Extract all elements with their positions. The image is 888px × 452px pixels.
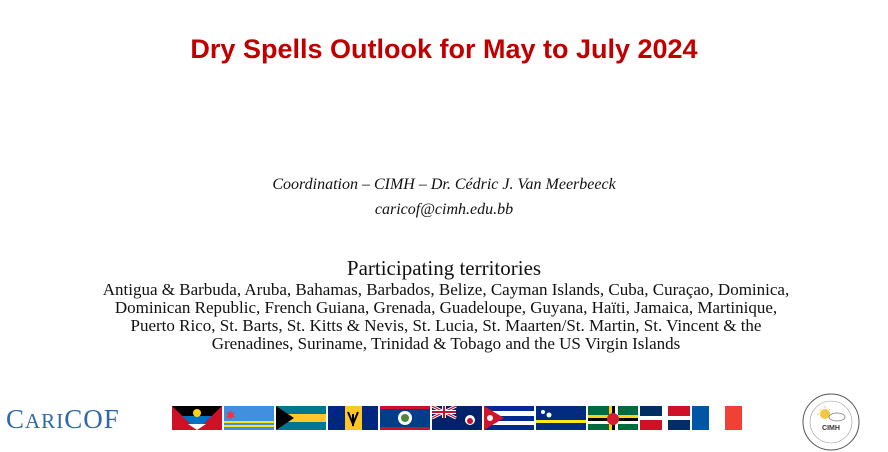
sun-icon	[820, 409, 830, 419]
territories-line: Puerto Rico, St. Barts, St. Kitts & Nevis, St. Lucia, St. Maarten/St. Martin, St. Vincent & the	[130, 316, 762, 335]
svg-text:CIMH: CIMH	[822, 425, 840, 432]
france-flag	[692, 406, 742, 430]
cuba-flag	[484, 406, 534, 430]
dominica-flag	[588, 406, 638, 430]
barbados-flag	[328, 406, 378, 430]
cloud-icon	[829, 413, 845, 421]
bahamas-flag	[276, 406, 326, 430]
territories-list	[60, 281, 832, 353]
contact-email: caricof@cimh.edu.bb	[374, 201, 514, 218]
territories-line: Antigua & Barbuda, Aruba, Bahamas, Barbados, Belize, Cayman Islands, Cuba, Curaçao, Dominica,	[102, 280, 790, 299]
curacao-flag	[536, 406, 586, 430]
antigua-barbuda-flag	[172, 406, 222, 430]
coordination-line: Coordination – CIMH – Dr. Cédric J. Van Meerbeeck	[272, 176, 616, 193]
participating-heading: Participating territories	[346, 256, 542, 280]
territories-line: Dominican Republic, French Guiana, Grenada, Guadeloupe, Guyana, Haïti, Jamaica, Martinique,	[114, 298, 778, 317]
aruba-flag	[224, 406, 274, 430]
belize-flag	[380, 406, 430, 430]
dominican-republic-flag	[640, 406, 690, 430]
cayman-islands-flag	[432, 406, 482, 430]
page-title: Dry Spells Outlook for May to July 2024	[190, 34, 698, 64]
territories-line: Grenadines, Suriname, Trinidad & Tobago and the US Virgin Islands	[211, 334, 681, 353]
caricof-logo: CARICOF	[6, 404, 120, 434]
cimh-seal-logo	[801, 392, 861, 452]
flags-strip	[172, 406, 742, 430]
